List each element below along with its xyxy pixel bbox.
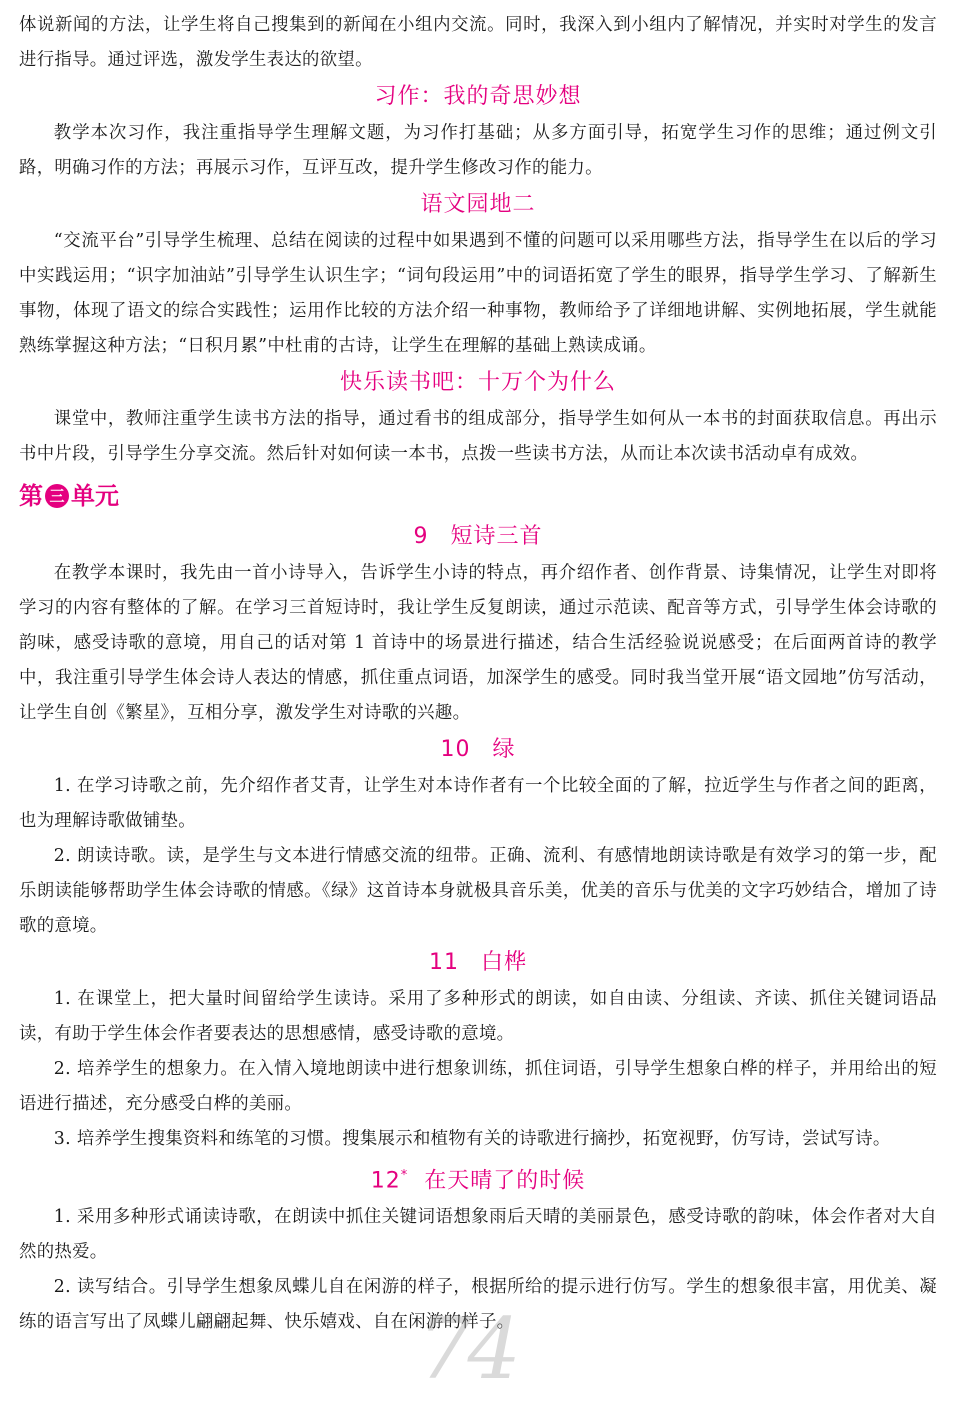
lesson-title-11: [19, 944, 937, 982]
lesson-number: 11: [428, 950, 459, 975]
unit-prefix: 第: [19, 482, 43, 510]
paragraph: “交流平台”引导学生梳理、总结在阅读的过程中如果遇到不懂的问题可以采用哪些方法，指导学生在以后的学习中实践运用；“识字加油站”引导学生认识生字；“词句段运用”中的词语拓宽了学生的眼界，指导学生学习、了解新生事物，体现了语文的综合实践性；运用作比较的方法介绍一种事物，教师给予了详细地讲解、实例地拓展，学生就能熟练掌握这种方法；“日积月累”中杜甫的古诗，让学生在理解的基础上熟读成诵。: [19, 231, 937, 356]
lesson-title-10: [19, 731, 937, 769]
section-title-garden: 语文园地二: [420, 192, 536, 217]
lesson-name: 在天晴了的时候: [424, 1168, 586, 1194]
lesson-title-9: [19, 518, 937, 556]
paragraph: 课堂中，教师注重学生读书方法的指导，通过看书的组成部分，指导学生如何从一本书的封面获取信息。再出示书中片段，引导学生分享交流。然后针对如何读一本书，点拨一些读书方法，从而让本次读书活动卓有成效。: [19, 409, 937, 464]
paragraph: 3. 培养学生搜集资料和练笔的习惯。搜集展示和植物有关的诗歌进行摘抄，拓宽视野，仿写诗，尝试写诗。: [53, 1129, 891, 1149]
lesson-name: 短诗三首: [450, 524, 543, 549]
unit-suffix: 单元: [71, 482, 119, 510]
paragraph: 2. 读写结合。引导学生想象凤蝶儿自在闲游的样子，根据所给的提示进行仿写。学生的想象很丰富，用优美、凝练的语言写出了凤蝶儿翩翩起舞、快乐嬉戏、自在闲游的样子。: [19, 1277, 937, 1333]
paragraph: 2. 朗读诗歌。读，是学生与文本进行情感交流的纽带。正确、流利、有感情地朗读诗歌是有效学习的第一步，配乐朗读能够帮助学生体会诗歌的情感。《绿》这首诗本身就极具音乐美，优美的音乐与优美的文字巧妙结合，增加了诗歌的意境。: [19, 846, 937, 936]
intro-paragraph: 体说新闻的方法，让学生将自己搜集到的新闻在小组内交流。同时，我深入到小组内了解情况，并实时对学生的发言进行指导。通过评选，激发学生表达的欲望。: [19, 15, 937, 70]
lesson-number: 9: [413, 524, 429, 549]
optional-lesson-mark: *: [400, 1168, 409, 1183]
page-number: 74: [418, 1300, 517, 1398]
paragraph: 2. 培养学生的想象力。在入情入境地朗读中进行想象训练，抓住词语，引导学生想象白桦的样子，并用给出的短语进行描述，充分感受白桦的美丽。: [19, 1059, 937, 1114]
page-content: [19, 8, 937, 1340]
paragraph: 1. 采用多种形式诵读诗歌，在朗读中抓住关键词语想象雨后天晴的美丽景色，感受诗歌的韵味，体会作者对大自然的热爱。: [19, 1207, 937, 1263]
lesson-number: 12: [370, 1168, 401, 1194]
lesson-name: 白桦: [480, 950, 527, 975]
paragraph: 在教学本课时，我先由一首小诗导入，告诉学生小诗的特点，再介绍作者、创作背景、诗集情况，让学生对即将学习的内容有整体的了解。在学习三首短诗时，我让学生反复朗读，通过示范读、配音等方式，引导学生体会诗歌的韵味，感受诗歌的意境，用自己的话对第 1 首诗中的场景进行描述，结合生活经验说说感受；在后面两首诗的教学中，我注重引导学生体会诗人表达的情感，抓住重点词语，加深学生的感受。同时我当堂开展“语文园地”仿写活动，让学生自创《繁星》，互相分享，激发学生对诗歌的兴趣。: [19, 563, 937, 723]
unit-number-badge: 三: [45, 484, 69, 508]
paragraph: 1. 在学习诗歌之前，先介绍作者艾青，让学生对本诗作者有一个比较全面的了解，拉近学生与作者之间的距离，也为理解诗歌做铺垫。: [19, 776, 937, 831]
unit-heading: [19, 476, 937, 516]
lesson-number: 10: [440, 737, 471, 762]
lesson-title-12: [19, 1157, 937, 1200]
paragraph: 教学本次习作，我注重指导学生理解文题，为习作打基础；从多方面引导，拓宽学生习作的思维；通过例文引路，明确习作的方法；再展示习作，互评互改，提升学生修改习作的能力。: [19, 123, 937, 178]
section-title-writing: 习作：我的奇思妙想: [374, 84, 582, 109]
section-title-reading: 快乐读书吧：十万个为什么: [339, 370, 616, 395]
paragraph: 1. 在课堂上，把大量时间留给学生读诗。采用了多种形式的朗读，如自由读、分组读、齐读、抓住关键词语品读，有助于学生体会作者要表达的思想感情，感受诗歌的意境。: [19, 989, 937, 1044]
lesson-name: 绿: [492, 737, 516, 762]
